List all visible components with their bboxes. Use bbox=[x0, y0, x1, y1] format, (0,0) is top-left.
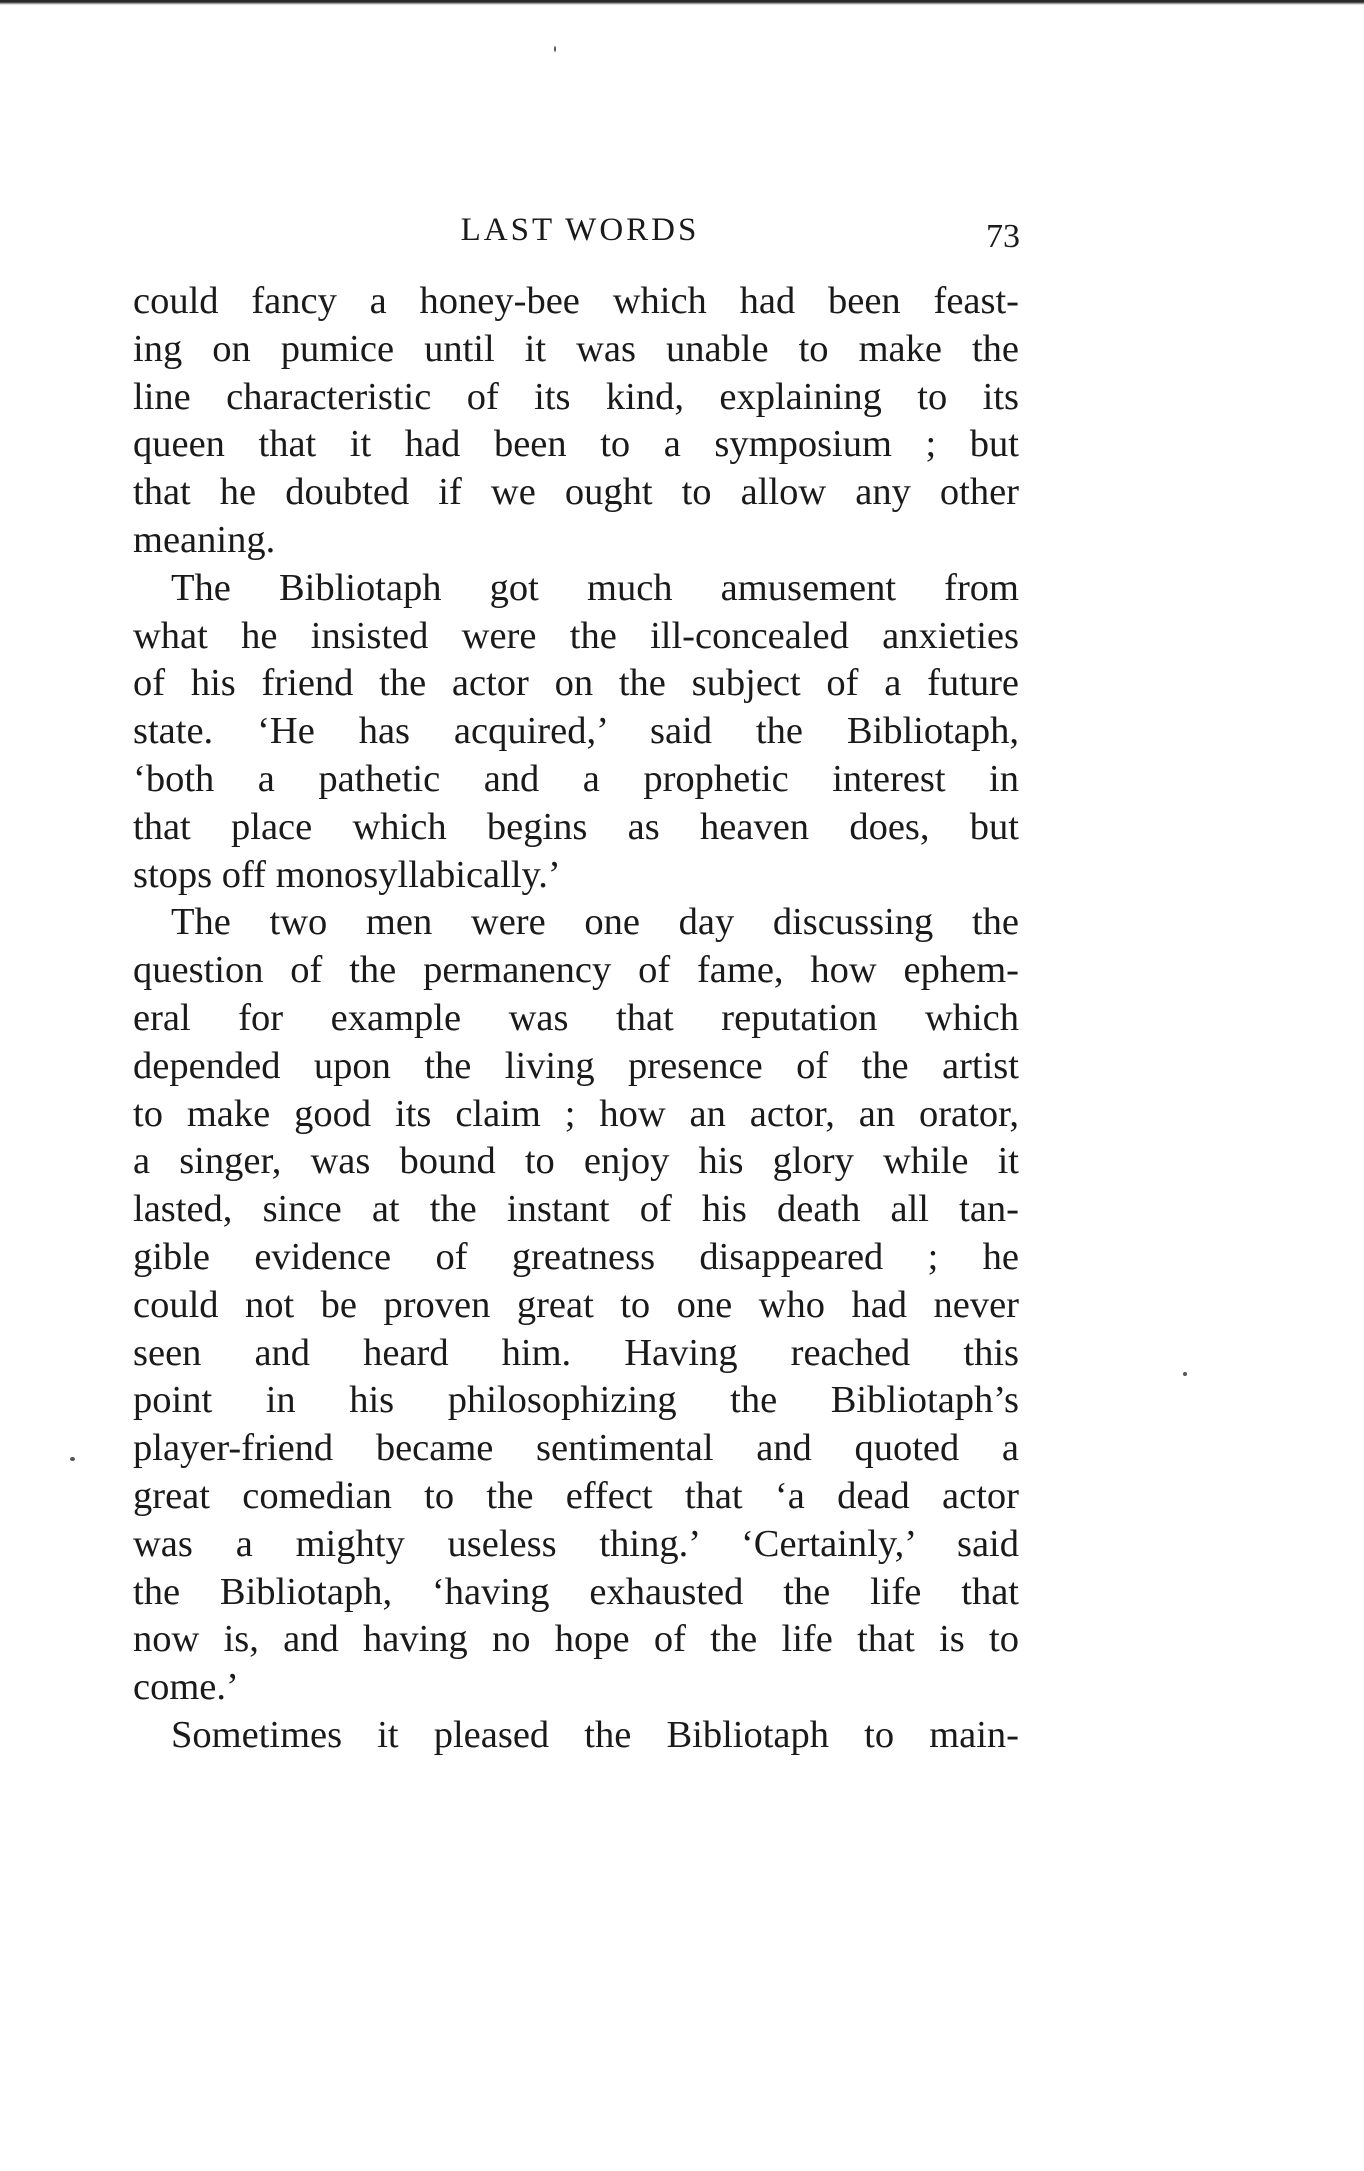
text-line: what he insisted were the ill-concealed anxieties bbox=[133, 614, 1019, 657]
page-number: 73 bbox=[986, 218, 1020, 255]
text-line: gible evidence of greatness disappeared ; he bbox=[133, 1235, 1019, 1278]
text-line: state. ‘He has acquired,’ said the Bibliotaph, bbox=[133, 710, 1019, 753]
text-line: stops off monosyllabically.’ bbox=[133, 853, 561, 896]
text-line: ing on pumice until it was unable to make the bbox=[133, 327, 1019, 370]
text-line: point in his philosophizing the Bibliotaph’s bbox=[133, 1379, 1019, 1422]
text-line: of his friend the actor on the subject of a future bbox=[133, 662, 1019, 705]
text-line: now is, and having no hope of the life that is to bbox=[133, 1618, 1019, 1661]
text-line: that he doubted if we ought to allow any other bbox=[133, 471, 1019, 514]
text-line: that place which begins as heaven does, but bbox=[133, 805, 1019, 848]
text-line: line characteristic of its kind, explaining to its bbox=[133, 375, 1019, 418]
text-line: ‘both a pathetic and a prophetic interest in bbox=[133, 757, 1019, 800]
scan-speck bbox=[70, 1457, 75, 1461]
text-line: lasted, since at the instant of his death all tan- bbox=[133, 1188, 1019, 1231]
scan-speck bbox=[1183, 1372, 1187, 1376]
running-title: LAST WORDS bbox=[460, 212, 700, 248]
text-line: great comedian to the effect that ‘a dead actor bbox=[133, 1474, 1019, 1517]
text-line: player-friend became sentimental and quoted a bbox=[133, 1427, 1019, 1470]
text-line: The Bibliotaph got much amusement from bbox=[171, 566, 1019, 609]
scan-speck bbox=[554, 46, 556, 52]
text-line: eral for example was that reputation which bbox=[133, 996, 1019, 1039]
body-text bbox=[133, 278, 1019, 1760]
text-line: could fancy a honey-bee which had been feast- bbox=[133, 280, 1019, 322]
text-line: The two men were one day discussing the bbox=[171, 901, 1019, 944]
text-line: depended upon the living presence of the artist bbox=[133, 1044, 1019, 1087]
top-edge-rule bbox=[0, 0, 1364, 5]
text-line: was a mighty useless thing.’ ‘Certainly,’ said bbox=[133, 1522, 1019, 1565]
text-line: come.’ bbox=[133, 1666, 239, 1709]
text-line: seen and heard him. Having reached this bbox=[133, 1331, 1019, 1374]
text-line: a singer, was bound to enjoy his glory while it bbox=[133, 1140, 1019, 1183]
text-line: meaning. bbox=[133, 518, 276, 561]
text-line: to make good its claim ; how an actor, an orator, bbox=[133, 1092, 1019, 1135]
text-line: could not be proven great to one who had never bbox=[133, 1283, 1019, 1326]
text-line: question of the permanency of fame, how ephem- bbox=[133, 949, 1019, 992]
text-line: the Bibliotaph, ‘having exhausted the life that bbox=[133, 1570, 1019, 1613]
text-line: Sometimes it pleased the Bibliotaph to main- bbox=[171, 1713, 1019, 1756]
running-head bbox=[140, 212, 1020, 262]
text-line: queen that it had been to a symposium ; but bbox=[133, 423, 1019, 466]
